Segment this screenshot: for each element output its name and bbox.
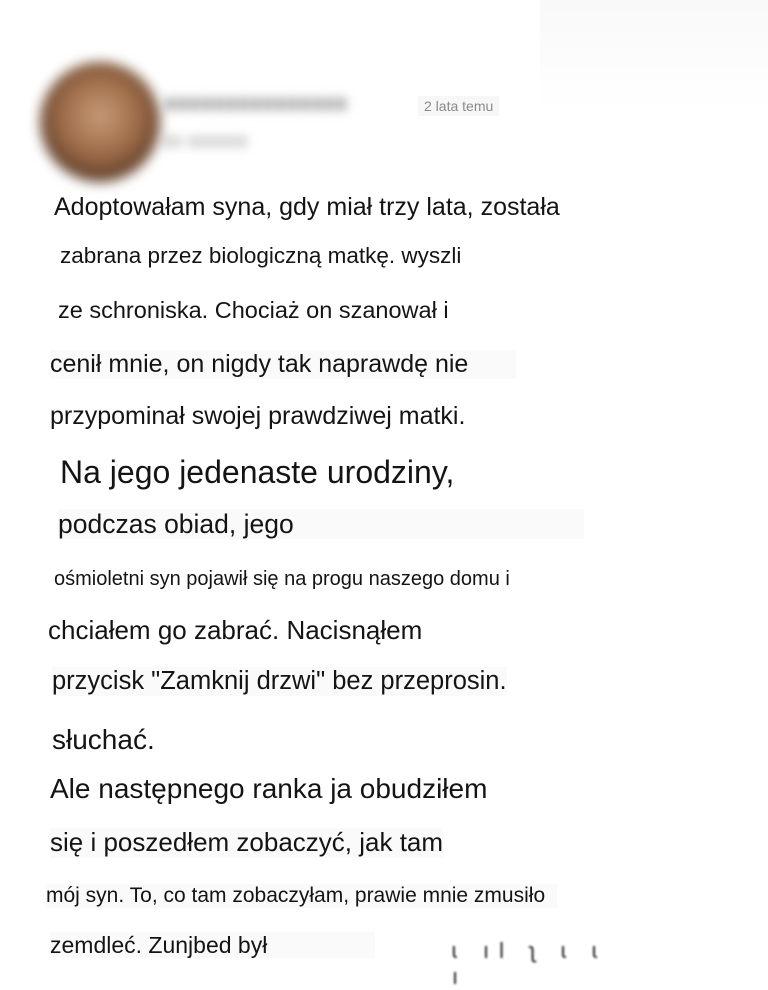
user-subtitle-blurred: xx xxxxxx bbox=[162, 130, 248, 152]
post-text-line: cenił mnie, on nigdy tak naprawdę nie bbox=[50, 350, 516, 379]
background-glare bbox=[540, 0, 768, 110]
post-text-line: Adoptowałam syna, gdy miał trzy lata, została bbox=[54, 193, 560, 221]
post-text-line: Ale następnego ranka ja obudziłem bbox=[50, 773, 488, 804]
post-text-line: zemdleć. Zunjbed był bbox=[50, 932, 375, 958]
avatar[interactable] bbox=[40, 62, 160, 182]
partial-handwriting-decoration: ɩ ıƖ ʅ ɩ ɩ ı bbox=[452, 938, 607, 989]
post-text-line: się i poszedłem zobaczyć, jak tam bbox=[50, 827, 444, 857]
post-timestamp: 2 lata temu bbox=[418, 96, 499, 116]
post-text-line: podczas obiad, jego bbox=[58, 509, 584, 539]
post-text-line: Na jego jedenaste urodziny, bbox=[60, 454, 455, 490]
post-text-line: przypominał swojej prawdziwej matki. bbox=[50, 402, 466, 430]
post-text-line: słuchać. bbox=[52, 724, 155, 755]
post-text-line: chciałem go zabrać. Nacisnąłem bbox=[48, 615, 423, 645]
post-text-line: zabrana przez biologiczną matkę. wyszli bbox=[60, 243, 462, 268]
post-text-line: ośmioletni syn pojawił się na progu naszego domu i bbox=[54, 568, 510, 590]
post-text-line: mój syn. To, co tam zobaczyłam, prawie mnie zmusiło bbox=[46, 884, 557, 908]
post-text-line: przycisk "Zamknij drzwi" bez przeprosin. bbox=[52, 667, 507, 695]
username-blurred[interactable]: xxxxxxxxxxxxxxx bbox=[164, 90, 348, 115]
post-text-line: ze schroniska. Chociaż on szanował i bbox=[58, 297, 449, 323]
